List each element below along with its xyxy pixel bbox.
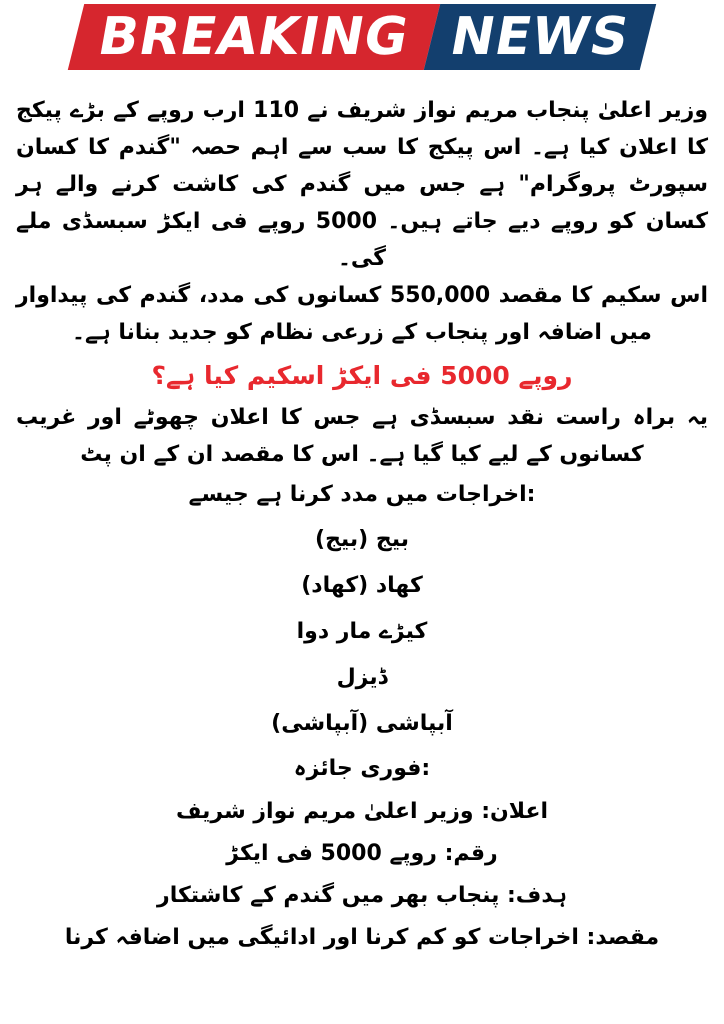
list-item: کھاد (کھاد)	[301, 573, 423, 598]
breaking-news-banner	[68, 4, 656, 70]
banner-news-block	[424, 4, 656, 70]
fact-announcement: اعلان: وزیر اعلیٰ مریم نواز شریف	[175, 799, 549, 824]
list-item: ڈیزل	[336, 665, 388, 690]
expenses-intro: :اخراجات میں مدد کرنا ہے جیسے	[188, 482, 536, 507]
banner-news-text: NEWS	[445, 7, 635, 67]
description-paragraph: یہ براہ راست نقد سبسڈی ہے جس کا اعلان چھوٹے اور غریب کسانوں کے لیے کیا گیا ہے۔ اس کا مقصد ان کے ان پٹ	[16, 405, 708, 467]
list-item: کیڑے مار دوا	[296, 619, 428, 644]
intro-paragraph: وزیر اعلیٰ پنجاب مریم نواز شریف نے 110 ارب روپے کے بڑے پیکج کا اعلان کیا ہے۔ اس پیکج کا سب سے اہم حصہ "گندم کا کسان سپورٹ پروگرام" ہے جس میں گندم کی کاشت کرنے والے ہر کسان کو روپے دیے جاتے ہیں۔ 5000 روپے فی ایکڑ سبسڈی ملے گی۔	[16, 98, 709, 271]
banner-breaking-block	[68, 4, 440, 70]
purpose-paragraph: اس سکیم کا مقصد 550,000 کسانوں کی مدد، گندم کی پیداوار میں اضافہ اور پنجاب کے زرعی نظام کو جدید بنانا ہے۔	[16, 283, 708, 345]
fact-objective: مقصد: اخراجات کو کم کرنا اور ادائیگی میں اضافہ کرنا	[64, 925, 660, 950]
list-item: آبپاشی (آبپاشی)	[271, 711, 453, 736]
fact-amount: رقم: روپے 5000 فی ایکڑ	[226, 841, 498, 866]
inputs-list	[14, 517, 710, 747]
article-body	[14, 92, 710, 959]
banner-breaking-text: BREAKING	[93, 7, 415, 67]
list-item: بیج (بیج)	[315, 527, 409, 552]
fact-target: ہدف: پنجاب بھر میں گندم کے کاشتکار	[157, 883, 567, 908]
summary-label: :فوری جائزہ	[293, 756, 431, 781]
scheme-heading: روپے 5000 فی ایکڑ اسکیم کیا ہے؟	[151, 361, 573, 390]
